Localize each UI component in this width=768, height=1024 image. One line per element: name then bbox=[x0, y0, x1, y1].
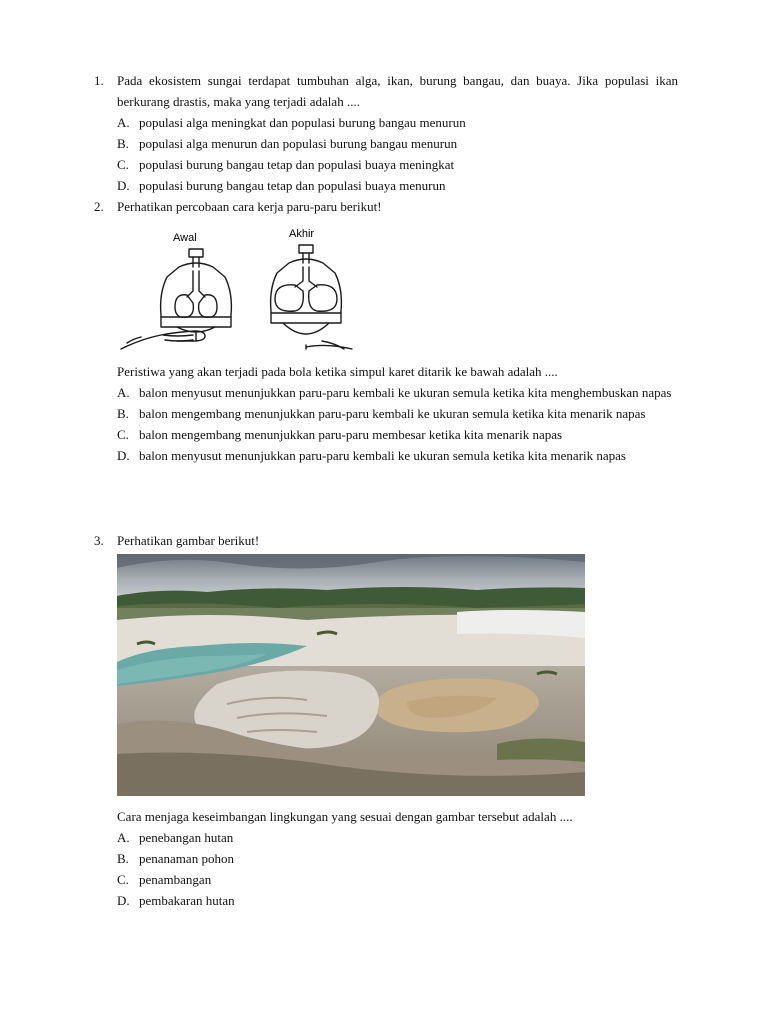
question-intro: Perhatikan gambar berikut! bbox=[117, 533, 260, 548]
option-text: pembakaran hutan bbox=[139, 893, 235, 908]
option-d[interactable] bbox=[117, 445, 678, 466]
question-2 bbox=[94, 196, 678, 466]
option-letter: D. bbox=[117, 178, 130, 193]
option-c[interactable] bbox=[117, 424, 678, 445]
question-text: Pada ekosistem sungai terdapat tumbuhan alga, ikan, burung bangau, dan buaya. Jika populasi ikan berkurang drastis, maka yang terjadi adalah .... bbox=[117, 73, 678, 109]
option-b[interactable] bbox=[117, 403, 678, 424]
option-text: penebangan hutan bbox=[139, 830, 234, 845]
option-letter: B. bbox=[117, 136, 129, 151]
option-d[interactable] bbox=[117, 175, 678, 196]
option-letter: C. bbox=[117, 157, 129, 172]
question-number: 1. bbox=[94, 73, 104, 88]
option-letter: A. bbox=[117, 830, 130, 845]
question-intro: Perhatikan percobaan cara kerja paru-paru berikut! bbox=[117, 199, 382, 214]
option-text: populasi alga meningkat dan populasi burung bangau menurun bbox=[139, 115, 466, 130]
question-text: Cara menjaga keseimbangan lingkungan yang sesuai dengan gambar tersebut adalah .... bbox=[117, 809, 573, 824]
option-letter: C. bbox=[117, 427, 129, 442]
question-number: 2. bbox=[94, 199, 104, 214]
option-a[interactable] bbox=[117, 112, 678, 133]
option-letter: A. bbox=[117, 385, 130, 400]
option-c[interactable] bbox=[117, 154, 678, 175]
option-text: penanaman pohon bbox=[139, 851, 234, 866]
mining-landscape-photo bbox=[117, 554, 585, 796]
option-text: balon menyusut menunjukkan paru-paru kembali ke ukuran semula ketika kita menghembuskan napas bbox=[139, 385, 672, 400]
option-c[interactable] bbox=[117, 869, 678, 890]
option-text: populasi burung bangau tetap dan populasi buaya menurun bbox=[139, 178, 446, 193]
option-a[interactable] bbox=[117, 827, 678, 848]
option-a[interactable] bbox=[117, 382, 678, 403]
question-text: Peristiwa yang akan terjadi pada bola ketika simpul karet ditarik ke bawah adalah .... bbox=[117, 364, 558, 379]
mining-landscape-drawing bbox=[117, 554, 585, 796]
label-start: Awal bbox=[173, 232, 197, 244]
lung-model-drawing bbox=[117, 219, 367, 351]
option-letter: A. bbox=[117, 115, 130, 130]
option-text: balon mengembang menunjukkan paru-paru membesar ketika kita menarik napas bbox=[139, 427, 563, 442]
option-text: balon menyusut menunjukkan paru-paru kembali ke ukuran semula ketika kita menarik napas bbox=[139, 448, 626, 463]
option-b[interactable] bbox=[117, 133, 678, 154]
option-text: penambangan bbox=[139, 872, 212, 887]
option-letter: B. bbox=[117, 406, 129, 421]
option-text: populasi alga menurun dan populasi burung bangau menurun bbox=[139, 136, 458, 151]
option-letter: D. bbox=[117, 448, 130, 463]
option-letter: C. bbox=[117, 872, 129, 887]
label-end: Akhir bbox=[289, 228, 315, 240]
option-b[interactable] bbox=[117, 848, 678, 869]
question-1 bbox=[94, 70, 678, 196]
question-number: 3. bbox=[94, 533, 104, 548]
option-text: populasi burung bangau tetap dan populasi buaya meningkat bbox=[139, 157, 455, 172]
option-d[interactable] bbox=[117, 890, 678, 911]
option-text: balon mengembang menunjukkan paru-paru kembali ke ukuran semula ketika kita menarik napas bbox=[139, 406, 646, 421]
option-letter: B. bbox=[117, 851, 129, 866]
option-letter: D. bbox=[117, 893, 130, 908]
lung-model-figure bbox=[117, 219, 367, 351]
question-3 bbox=[94, 530, 678, 911]
